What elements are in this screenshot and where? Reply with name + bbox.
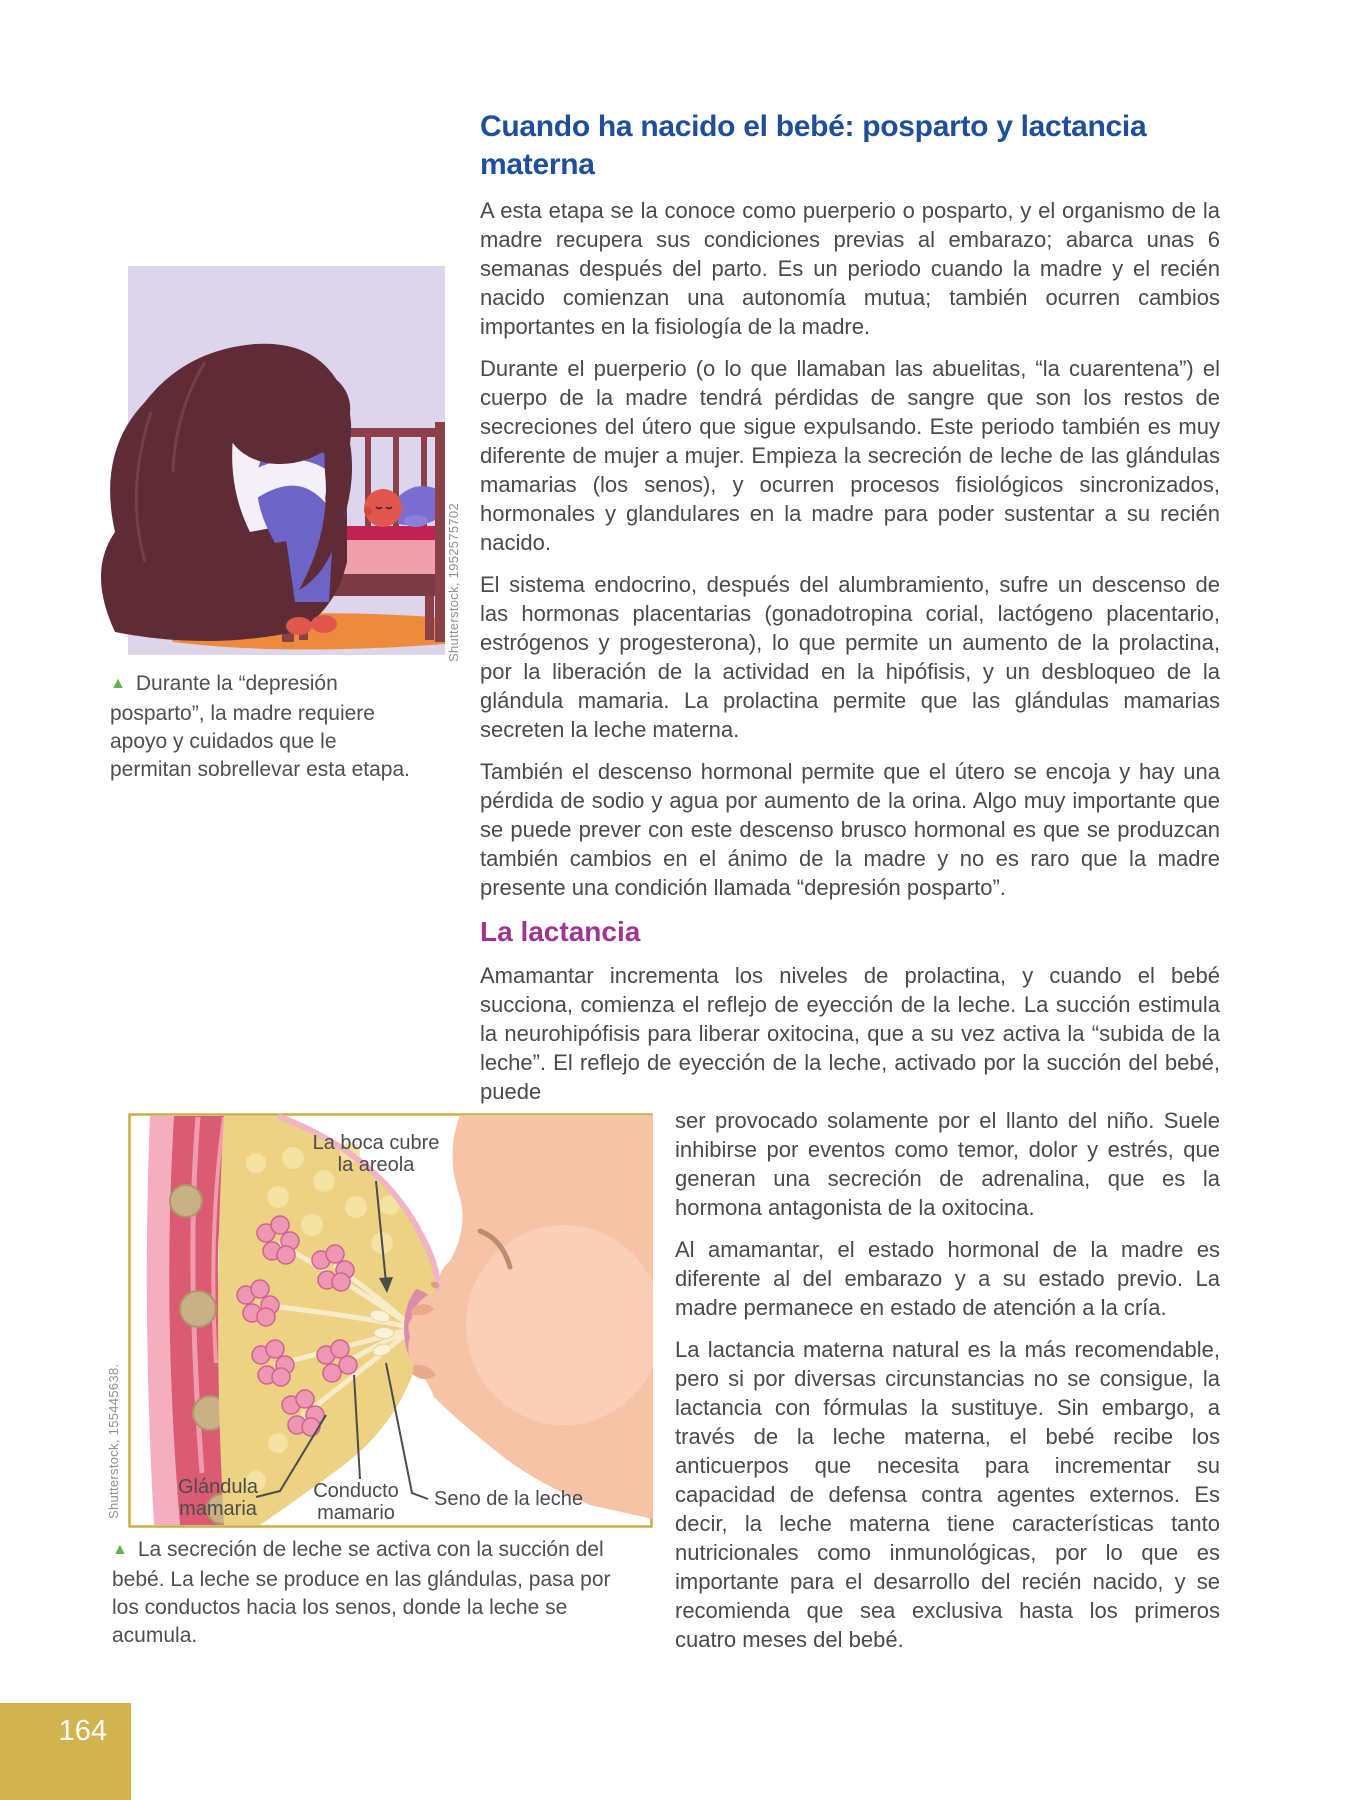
page-title xyxy=(480,108,1220,184)
breastfeeding-anatomy-diagram xyxy=(128,1113,653,1528)
main-text-column xyxy=(480,108,1220,1119)
postpartum-depression-illustration xyxy=(85,232,445,657)
label-duct-line1: Conducto xyxy=(313,1480,399,1502)
label-mouth-line2: la areola xyxy=(337,1154,415,1176)
label-gland-line2: mamaria xyxy=(179,1498,257,1520)
caption-triangle-icon: ▲ xyxy=(110,675,126,692)
body-paragraph-1: A esta etapa se la conoce como puerperio o posparto, y el organismo de la madre recupera sus condiciones previas al embarazo; abarca unas 6 semanas después del parto. Es un periodo cuando la madre y el recién nacido comienzan una autonomía mutua; también ocurren cambios importantes en la fisiología de la madre. xyxy=(480,198,1220,339)
wrapped-text-column xyxy=(675,1106,1220,1667)
caption-triangle-icon: ▲ xyxy=(112,1541,128,1558)
wrap-paragraph-1: ser provocado solamente por el llanto del niño. Suele inhibirse por eventos como temor, dolor y estrés, que generan una secreción de adrenalina, que es la hormona antagonista de la oxitocina. xyxy=(675,1108,1220,1220)
figure1-caption-text: Durante la “depresión posparto”, la madre requiere apoyo y cuidados que le permitan sobrellevar esta etapa. xyxy=(110,672,410,781)
body-paragraph-2: Durante el puerperio (o lo que llamaban las abuelitas, “la cuarentena”) el cuerpo de la madre tendrá pérdidas de sangre que son los restos de secreciones del útero que sigue expulsando. Este periodo también es muy diferente de mujer a mujer. Empieza la secreción de leche de las glándulas mamarias (los senos), y ocurren procesos fisiológicos sincronizados, hormonales y glandulares en la madre para poder sustentar a su recién nacido. xyxy=(480,356,1220,555)
lactation-intro-paragraph: Amamantar incrementa los niveles de prolactina, y cuando el bebé succiona, comienza el reflejo de eyección de la leche. La succión estimula la neurohipófisis para liberar oxitocina, que a su vez activa la “subida de la leche”. El reflejo de eyección de la leche, activado por la succión del bebé, puede xyxy=(480,963,1220,1104)
figure2-caption xyxy=(112,1536,624,1650)
figure1-caption xyxy=(110,670,412,784)
label-mouth-line1: La boca cubre xyxy=(312,1132,440,1154)
page-title-line2: materna xyxy=(480,148,595,181)
page-number-tab xyxy=(0,1703,131,1800)
section-heading-lactancia: La lactancia xyxy=(480,916,641,947)
figure2-photo-credit: Shutterstock, 155445638. xyxy=(106,1363,121,1519)
wrap-paragraph-3: La lactancia materna natural es la más recomendable, pero si por diversas circunstancias no se consigue, la lactancia con fórmulas la sustituye. Sin embargo, a través de la leche materna, el bebé recibe los anticuerpos que necesita para incrementar su capacidad de defensa contra agentes externos. Es decir, la leche materna tiene características tanto nutricionales como inmunológicas, por lo que es importante para el desarrollo del recién nacido, y se recomienda que sea exclusiva hasta los primeros cuatro meses del bebé. xyxy=(675,1337,1220,1652)
sleeping-baby xyxy=(364,486,445,527)
label-milk-sinus: Seno de la leche xyxy=(434,1488,584,1510)
figure1-photo-credit: Shutterstock, 1952575702 xyxy=(446,503,461,662)
wrap-paragraph-2: Al amamantar, el estado hormonal de la madre es diferente al del embarazo y a su estado previo. La madre permanece en estado de atención a la cría. xyxy=(675,1237,1220,1320)
page-number: 164 xyxy=(58,1715,107,1747)
body-paragraph-4: También el descenso hormonal permite que el útero se encoja y hay una pérdida de sodio y agua por aumento de la orina. Algo muy importante que se puede prever con este descenso brusco hormonal es que se produzcan también cambios en el ánimo de la madre y no es raro que la madre presente una condición llamada “depresión posparto”. xyxy=(480,759,1220,900)
page-title-line1: Cuando ha nacido el bebé: posparto y lactancia xyxy=(480,110,1147,143)
body-paragraph-3: El sistema endocrino, después del alumbramiento, sufre un descenso de las hormonas placentarias (gonadotropina corial, lactógeno placentario, estrógenos y progesterona), lo que permite un aumento de la prolactina, por la liberación de la actividad en la hipófisis, y un desbloqueo de la glándula mamaria. La prolactina permite que las glándulas mamarias secreten la leche materna. xyxy=(480,572,1220,742)
label-gland-line1: Glándula xyxy=(177,1476,259,1498)
crib-post-right xyxy=(435,422,445,642)
label-duct-line2: mamario xyxy=(317,1502,395,1524)
figure2-caption-text: La secreción de leche se activa con la succión del bebé. La leche se produce en las glándulas, pasa por los conductos hacia los senos, donde la leche se acumula. xyxy=(112,1538,611,1647)
